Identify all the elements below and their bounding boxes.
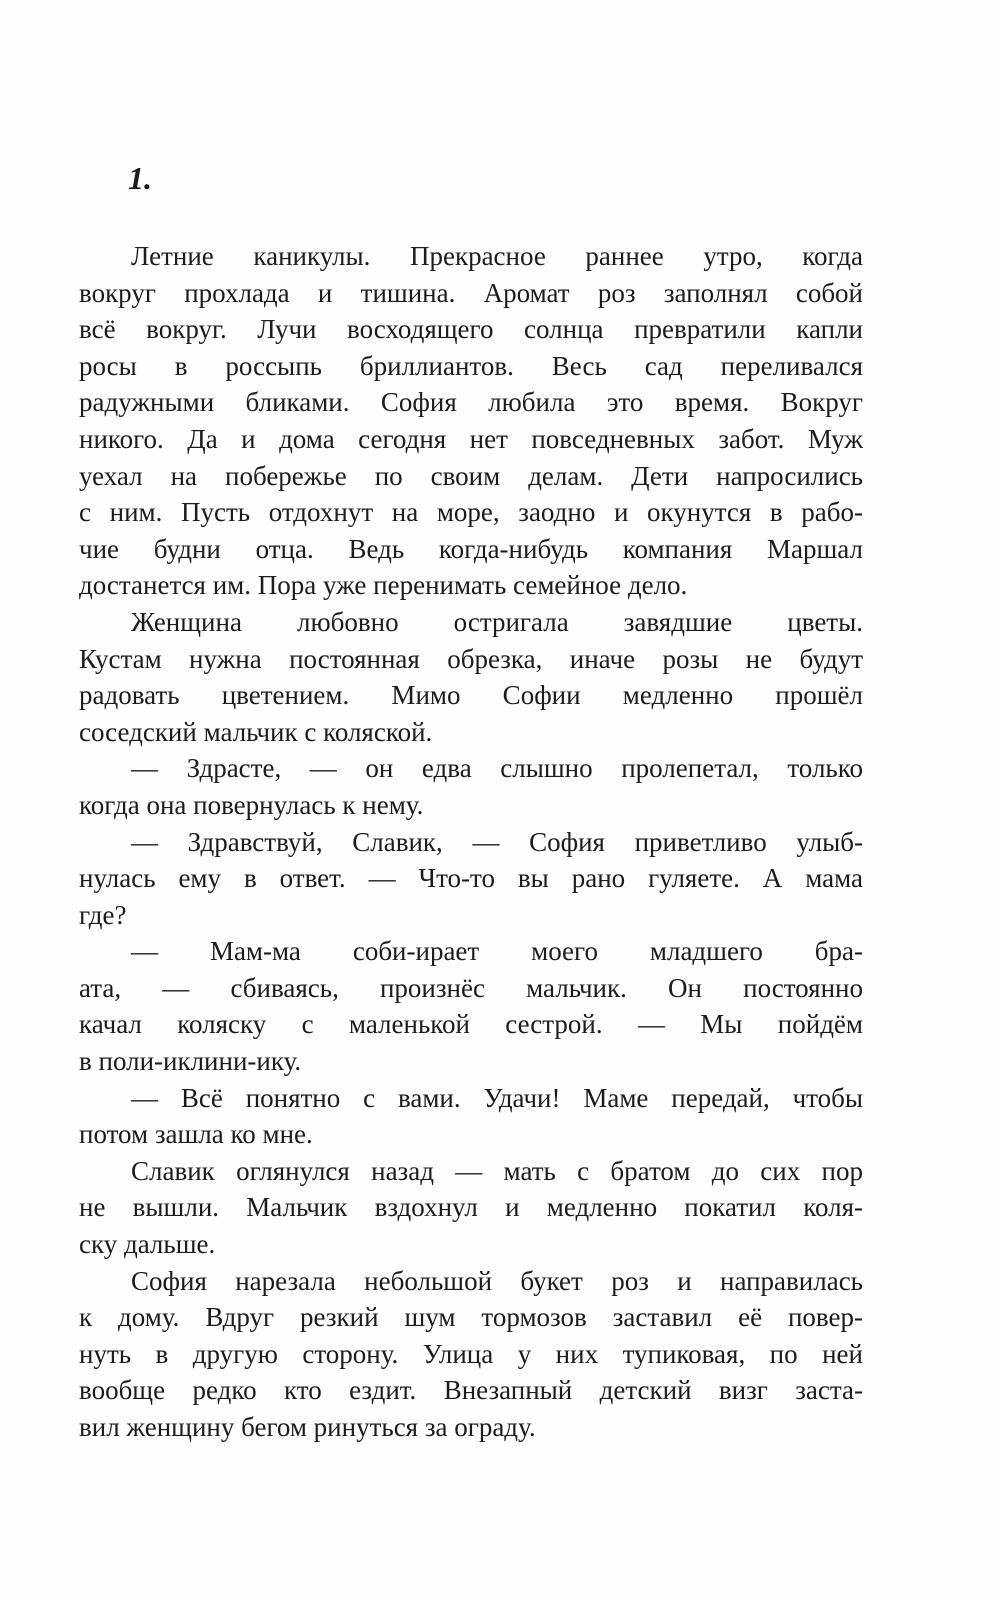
text-line: чие будни отца. Ведь когда-нибудь компания Маршал [79,533,863,564]
text-line: нуть в другую сторону. Улица у них тупиковая, по ней [79,1338,863,1369]
text-line: София нарезала небольшой букет роз и направилась [131,1265,863,1296]
text-line: радовать цветением. Мимо Софии медленно прошёл [79,680,863,711]
text-line: Женщина любовно остригала завядшие цветы. [131,606,863,637]
text-line: росы в россыпь бриллиантов. Весь сад переливался [79,350,863,381]
text-line: вообще редко кто ездит. Внезапный детский визг заста- [79,1375,863,1406]
text-line: радужными бликами. София любила это время. Вокруг [79,387,863,418]
text-line: — Мам-ма соби-ирает моего младшего бра- [131,936,863,967]
text-line: Кустам нужна постоянная обрезка, иначе розы не будут [79,643,863,674]
text-line: ску дальше. [79,1229,216,1260]
text-line: в поли-иклини-ику. [79,1046,302,1077]
text-line: качал коляску с маленькой сестрой. — Мы пойдём [79,1009,863,1040]
text-line: никого. Да и дома сегодня нет повседневных забот. Муж [79,423,863,454]
text-line: с ним. Пусть отдохнут на море, заодно и окунутся в рабо- [79,497,863,528]
text-line: соседский мальчик с коляской. [79,716,433,747]
text-line: вокруг прохлада и тишина. Аромат роз заполнял собой [79,277,863,308]
text-line: вил женщину бегом ринуться за ограду. [79,1412,536,1442]
text-line: всё вокруг. Лучи восходящего солнца превратили капли [79,314,863,345]
text-line: — Здрасте, — он едва слышно пролепетал, только [131,753,863,784]
text-line: уехал на побережье по своим делам. Дети напросились [79,460,863,491]
text-line: не вышли. Мальчик вздохнул и медленно покатил коля- [79,1192,863,1223]
text-line: нулась ему в ответ. — Что-то вы рано гуляете. А мама [79,863,863,894]
text-line: потом зашла ко мне. [79,1119,313,1150]
text-line: — Всё понятно с вами. Удачи! Маме передай, чтобы [131,1082,863,1113]
text-line: где? [79,899,127,930]
text-line: к дому. Вдруг резкий шум тормозов заставил её повер- [79,1302,863,1333]
body-text [79,238,863,1446]
text-line: — Здравствуй, Славик, — София приветливо улыб- [131,826,863,857]
text-line: достанется им. Пора уже перенимать семейное дело. [79,570,688,601]
text-line: ата, — сбиваясь, произнёс мальчик. Он постоянно [79,972,863,1003]
text-line: Летние каникулы. Прекрасное раннее утро, когда [131,241,863,271]
text-line: Славик оглянулся назад — мать с братом до сих пор [131,1155,863,1186]
text-line: когда она повернулась к нему. [79,789,424,820]
chapter-heading: 1. [128,160,152,196]
